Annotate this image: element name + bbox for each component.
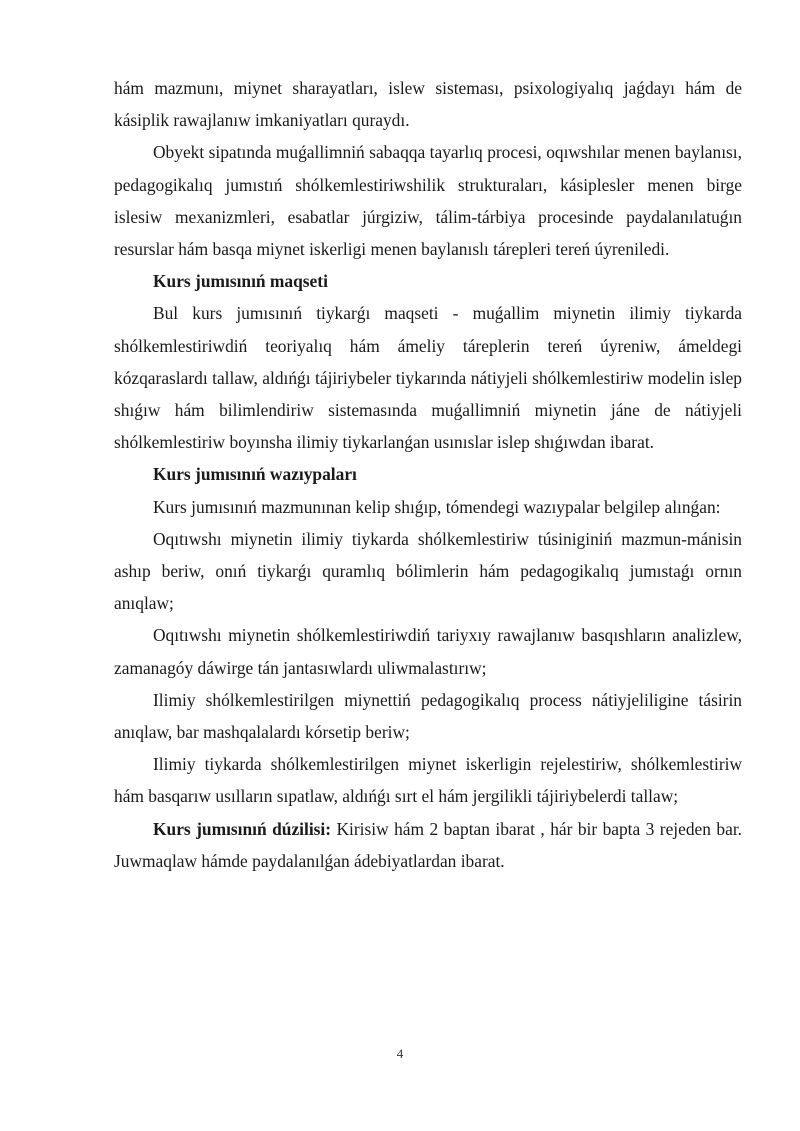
- structure-text: Kirisiw hám 2 baptan ibarat , hár bir bapta 3 rejeden bar. Juwmaqlaw hámde paydalanılǵan ádebiyatlardan ibarat.: [114, 818, 742, 871]
- heading-course-goal: Kurs jumısınıń maqseti: [153, 271, 328, 292]
- paragraph-task-4: Ilimiy tiykarda shólkemlestirilgen miynet iskerligin rejelestiriw, shólkemlestiriw hám basqarıw usılların sıpatlaw, aldıńǵı sırt el hám jergilikli tájiriybelerdi tallaw;: [114, 754, 742, 807]
- structure-label: Kurs jumısınıń dúzilisi:: [153, 818, 332, 839]
- paragraph-goal: Bul kurs jumısınıń tiykarǵı maqseti - muǵallim miynetin ilimiy tiykarda shólkemlestiriwdiń teoriyalıq hám ámeliy táreplerin tereń úyreniw, ámeldegi kózqaraslardı tallaw, aldıńǵı tájiriybeler tiykarında nátiyjeli shólkemlestiriw modelin islep shıǵıw hám bilimlendiriw sistemasında muǵallimniń miynetin jáne de nátiyjeli shólkemlestiriw boyınsha ilimiy tiykarlanǵan usınıslar islep shıǵıwdan ibarat.: [114, 303, 742, 453]
- document-page: [114, 72, 742, 877]
- heading-course-tasks: Kurs jumısınıń wazıypaları: [153, 464, 357, 485]
- paragraph-task-2: Oqıtıwshı miynetin shólkemlestiriwdiń tariyxıy rawajlanıw basqıshların analizlew, zamanagóy dáwirge tán jantasıwlardı uliwmalastırıw;: [114, 625, 742, 678]
- paragraph-task-3: Ilimiy shólkemlestirilgen miynettiń pedagogikalıq process nátiyjeliligine tásirin anıqlaw, bar mashqalalardı kórsetip beriw;: [114, 689, 742, 743]
- paragraph-task-1: Oqıtıwshı miynetin ilimiy tiykarda shólkemlestiriw túsiniginiń mazmun-mánisin ashıp beriw, onıń tiykarǵı quramlıq bólimlerin hám pedagogikalıq jumıstaǵı ornın anıqlaw;: [114, 528, 742, 614]
- paragraph-continuation: hám mazmunı, miynet sharayatları, islew sisteması, psixologiyalıq jaǵdayı hám de kásiplik rawajlanıw imkaniyatları quraydı.: [114, 78, 742, 131]
- paragraph-object: Obyekt sipatında muǵallimniń sabaqqa tayarlıq procesi, oqıwshılar menen baylanısı, pedagogikalıq jumıstıń shólkemlestiriwshilik strukturaları, kásiplesler menen birge islesiw mexanizmleri, esabatlar júrgiziw, tálim-tárbiya procesinde paydalanılatuǵın resurslar hám basqa miynet iskerligi menen baylanıslı tárepleri tereń úyreniledi.: [114, 142, 742, 260]
- page-number: 4: [396, 1046, 404, 1061]
- paragraph-structure: [114, 813, 742, 877]
- paragraph-tasks-intro: Kurs jumısınıń mazmunınan kelip shıǵıp, tómendegi wazıypalar belgilep alınǵan:: [153, 496, 721, 517]
